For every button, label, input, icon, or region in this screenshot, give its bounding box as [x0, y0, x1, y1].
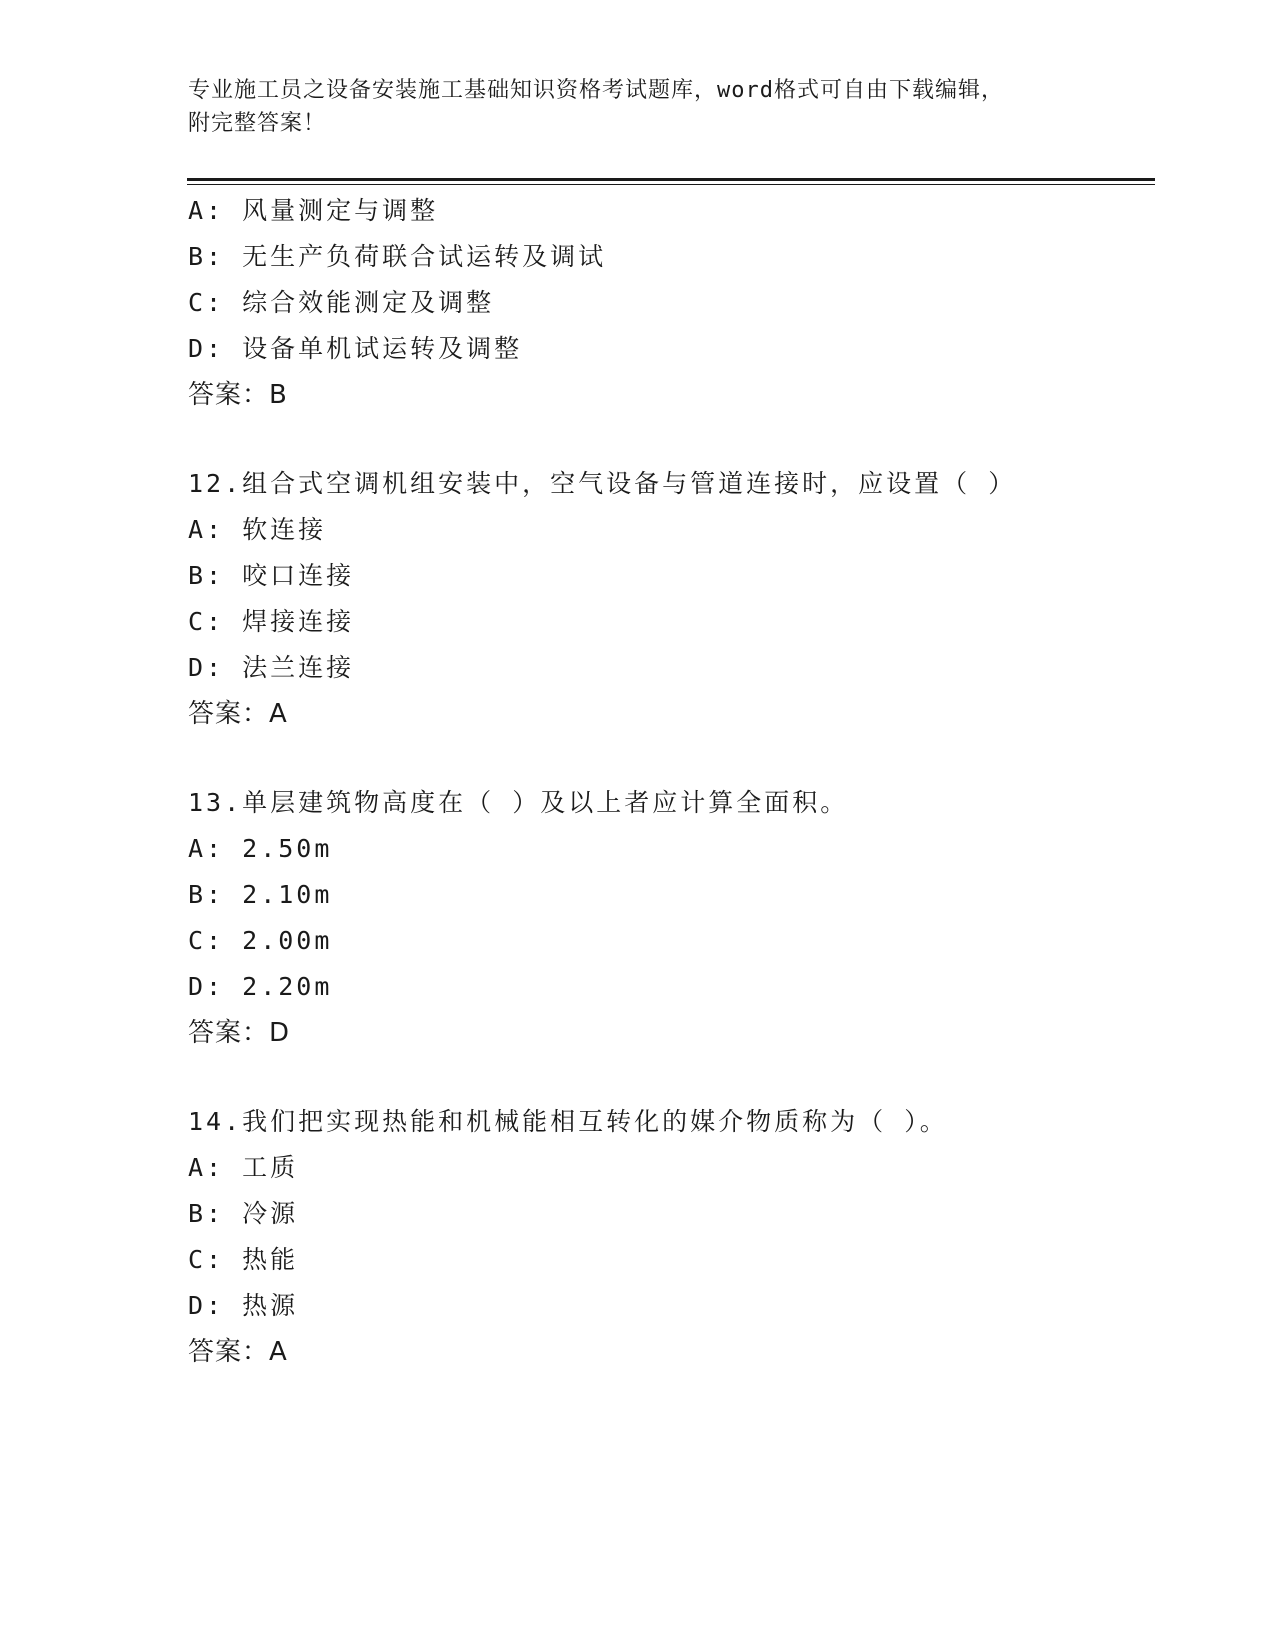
option-a: A: 软连接: [188, 515, 327, 544]
question-list: [188, 188, 1148, 1375]
option-b: B: 冷源: [188, 1199, 299, 1228]
answer: 答案：A: [188, 1337, 288, 1367]
option-c: C: 综合效能测定及调整: [188, 288, 495, 317]
document-header: [188, 74, 1088, 140]
option-d: D: 2.20m: [188, 972, 333, 1001]
spacer: [188, 737, 1148, 780]
option-c: C: 焊接连接: [188, 607, 355, 636]
option-b: B: 2.10m: [188, 880, 333, 909]
option-d: D: 设备单机试运转及调整: [188, 334, 523, 363]
question-14: [188, 1099, 1148, 1375]
answer: 答案：A: [188, 699, 288, 729]
question-13: [188, 780, 1148, 1056]
question-11: [188, 188, 1148, 418]
option-c: C: 热能: [188, 1245, 299, 1274]
option-b: B: 咬口连接: [188, 561, 355, 590]
header-divider-thick: [187, 178, 1155, 181]
header-divider-thin: [187, 184, 1155, 185]
header-line-1: 专业施工员之设备安装施工基础知识资格考试题库，word格式可自由下载编辑，: [188, 78, 1004, 103]
question-text: 14.我们把实现热能和机械能相互转化的媒介物质称为（ ）。: [188, 1107, 948, 1136]
option-d: D: 法兰连接: [188, 653, 355, 682]
option-a: A: 工质: [188, 1153, 299, 1182]
header-line-2: 附完整答案！: [188, 111, 327, 136]
spacer: [188, 418, 1148, 461]
option-c: C: 2.00m: [188, 926, 333, 955]
option-d: D: 热源: [188, 1291, 299, 1320]
answer: 答案：B: [188, 380, 288, 410]
spacer: [188, 1056, 1148, 1099]
option-a: A: 风量测定与调整: [188, 196, 439, 225]
question-12: [188, 461, 1148, 737]
option-a: A: 2.50m: [188, 834, 333, 863]
question-text: 13.单层建筑物高度在（ ）及以上者应计算全面积。: [188, 788, 849, 817]
option-b: B: 无生产负荷联合试运转及调试: [188, 242, 607, 271]
answer: 答案：D: [188, 1018, 291, 1048]
question-text: 12.组合式空调机组安装中，空气设备与管道连接时，应设置（ ）: [188, 469, 1017, 498]
